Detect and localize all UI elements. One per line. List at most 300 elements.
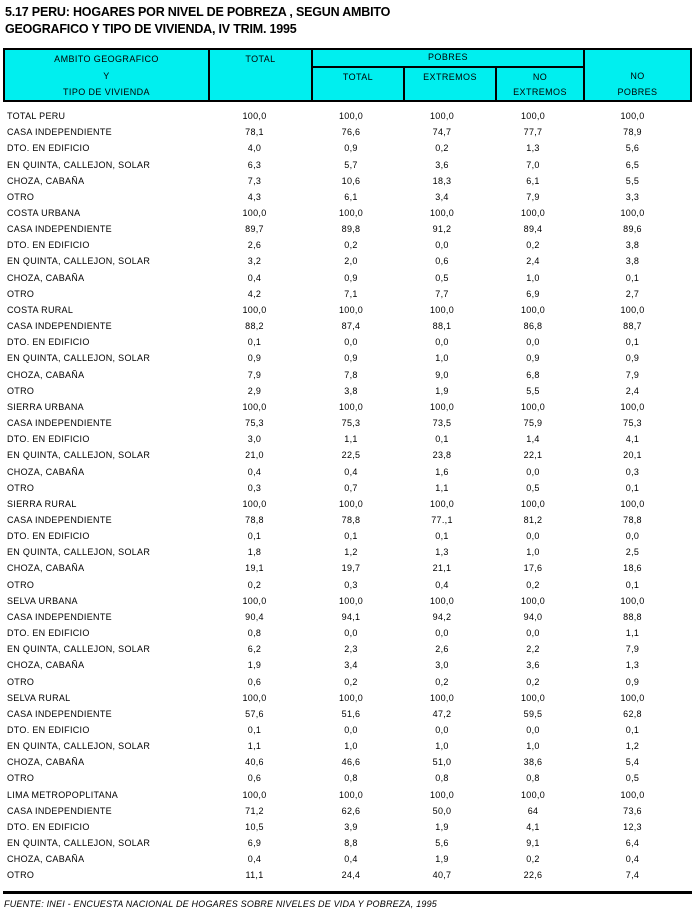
row-label: DTO. EN EDIFICIO: [7, 821, 90, 832]
row-label: OTRO: [7, 482, 35, 493]
row-value: 100,0: [520, 304, 546, 315]
row-value: 1,1: [247, 741, 262, 752]
table-row: [3, 770, 692, 786]
page-title-line2: GEOGRAFICO Y TIPO DE VIVIENDA, IV TRIM. 1995: [5, 22, 297, 36]
row-value: 0,3: [247, 482, 262, 493]
row-value: 0,0: [526, 337, 540, 348]
row-value: 51,0: [432, 757, 452, 768]
row-value: 89,6: [623, 224, 642, 235]
row-value: 7,3: [247, 175, 262, 186]
row-label: DTO. EN EDIFICIO: [7, 628, 90, 639]
row-value: 3,6: [435, 159, 449, 170]
row-value: 0,1: [247, 337, 262, 348]
header-pobres-no-extremos: NO EXTREMOS: [495, 68, 583, 101]
row-label: EN QUINTA, CALLEJON, SOLAR: [7, 838, 151, 849]
table-row: [3, 673, 692, 689]
row-value: 100,0: [620, 208, 645, 219]
row-value: 8,8: [344, 838, 358, 849]
row-label: COSTA URBANA: [7, 208, 81, 219]
row-value: 100,0: [429, 111, 455, 122]
row-value: 88,2: [245, 321, 264, 332]
row-value: 94,0: [523, 611, 543, 622]
row-value: 75,3: [341, 418, 361, 429]
row-value: 21,1: [432, 563, 452, 574]
row-value: 81,2: [523, 514, 543, 525]
header-pobres-group: [313, 50, 585, 101]
table-row: [3, 415, 692, 431]
row-value: 0,1: [625, 482, 640, 493]
row-value: 100,0: [429, 498, 455, 509]
page-title: [5, 4, 390, 38]
row-value: 62,6: [341, 805, 361, 816]
row-value: 64: [527, 805, 539, 816]
row-value: 100,0: [620, 692, 645, 703]
row-value: 88,1: [432, 321, 452, 332]
row-value: 5,4: [625, 757, 640, 768]
row-value: 20,1: [623, 450, 642, 461]
row-label: SELVA URBANA: [7, 595, 78, 606]
row-value: 1,2: [625, 741, 640, 752]
row-label: CHOZA, CABAÑA: [7, 175, 85, 186]
row-value: 0,0: [435, 337, 449, 348]
table-row: [3, 803, 692, 819]
row-value: 0,8: [435, 773, 449, 784]
row-label: CHOZA, CABAÑA: [7, 563, 85, 574]
row-label: OTRO: [7, 288, 35, 299]
row-value: 0,8: [344, 773, 358, 784]
row-value: 0,0: [435, 725, 449, 736]
header-no-pobres: NO POBRES: [617, 70, 658, 98]
row-label: DTO. EN EDIFICIO: [7, 240, 90, 251]
row-label: OTRO: [7, 676, 35, 687]
row-value: 0,1: [435, 531, 449, 542]
row-value: 7,7: [435, 288, 449, 299]
row-value: 100,0: [338, 595, 364, 606]
table-row: [3, 819, 692, 835]
row-value: 90,4: [245, 611, 264, 622]
row-value: 0,4: [247, 272, 262, 283]
row-value: 0,6: [247, 676, 262, 687]
row-label: SELVA RURAL: [7, 692, 71, 703]
row-value: 1,0: [526, 272, 540, 283]
row-value: 100,0: [338, 111, 364, 122]
row-value: 40,6: [245, 757, 264, 768]
row-value: 94,1: [341, 611, 361, 622]
row-value: 100,0: [520, 208, 546, 219]
row-value: 77,7: [523, 127, 543, 138]
header-pobres-total: TOTAL: [342, 71, 374, 82]
row-value: 73,6: [623, 805, 642, 816]
row-value: 100,0: [242, 304, 267, 315]
row-value: 0,8: [247, 628, 262, 639]
row-value: 100,0: [242, 692, 267, 703]
row-value: 2,6: [247, 240, 262, 251]
row-value: 0,6: [435, 256, 449, 267]
row-label: EN QUINTA, CALLEJON, SOLAR: [7, 741, 151, 752]
row-value: 3,9: [344, 821, 358, 832]
row-value: 100,0: [620, 111, 645, 122]
row-value: 6,4: [625, 838, 640, 849]
row-value: 100,0: [338, 304, 364, 315]
row-label: CHOZA, CABAÑA: [7, 854, 85, 865]
row-value: 57,6: [245, 708, 264, 719]
row-value: 0,1: [625, 272, 640, 283]
row-label: CHOZA, CABAÑA: [7, 272, 85, 283]
table-row: [3, 528, 692, 544]
row-value: 100,0: [338, 789, 364, 800]
row-value: 9,0: [435, 369, 449, 380]
table-row: [3, 787, 692, 803]
row-value: 77.,1: [431, 514, 453, 525]
row-value: 3,4: [344, 660, 358, 671]
row-value: 1,9: [435, 821, 449, 832]
row-value: 0,7: [344, 482, 358, 493]
row-value: 4,2: [247, 288, 262, 299]
row-value: 2,7: [625, 288, 640, 299]
row-value: 0,1: [344, 531, 358, 542]
table-row: [3, 286, 692, 302]
row-value: 100,0: [620, 498, 645, 509]
row-value: 50,0: [432, 805, 452, 816]
row-value: 0,2: [435, 143, 449, 154]
row-value: 2,2: [526, 644, 540, 655]
row-value: 2,0: [344, 256, 358, 267]
row-value: 100,0: [429, 692, 455, 703]
row-value: 100,0: [620, 401, 645, 412]
row-label: SIERRA RURAL: [7, 498, 77, 509]
row-value: 9,1: [526, 838, 540, 849]
row-value: 0,4: [435, 579, 449, 590]
table-row: [3, 609, 692, 625]
row-value: 100,0: [338, 498, 364, 509]
row-value: 100,0: [242, 401, 267, 412]
row-value: 22,6: [523, 870, 543, 881]
table-bottom-rule: [3, 891, 692, 894]
row-label: CASA INDEPENDIENTE: [7, 514, 112, 525]
row-value: 3,8: [625, 256, 640, 267]
row-value: 87,4: [341, 321, 361, 332]
row-value: 76,6: [341, 127, 361, 138]
table-row: [3, 851, 692, 867]
row-value: 0,2: [247, 579, 262, 590]
row-label: EN QUINTA, CALLEJON, SOLAR: [7, 159, 151, 170]
row-value: 6,1: [526, 175, 540, 186]
row-value: 22,5: [341, 450, 361, 461]
row-value: 0,2: [344, 676, 358, 687]
row-value: 5,5: [625, 175, 640, 186]
row-value: 91,2: [432, 224, 452, 235]
row-value: 100,0: [242, 208, 267, 219]
row-value: 3,8: [344, 385, 358, 396]
row-value: 2,9: [247, 385, 262, 396]
row-label: OTRO: [7, 385, 35, 396]
header-pobres: POBRES: [313, 50, 583, 68]
row-value: 100,0: [520, 692, 546, 703]
row-value: 100,0: [242, 498, 267, 509]
row-value: 6,2: [247, 644, 262, 655]
row-value: 0,2: [526, 676, 540, 687]
table-row: [3, 189, 692, 205]
table-row: [3, 738, 692, 754]
row-label: LIMA METROPOPLITANA: [7, 789, 119, 800]
row-value: 100,0: [242, 789, 267, 800]
row-value: 2,6: [435, 644, 449, 655]
row-label: CASA INDEPENDIENTE: [7, 805, 112, 816]
row-value: 0,6: [247, 773, 262, 784]
table-row: [3, 560, 692, 576]
row-value: 1,0: [435, 353, 449, 364]
row-value: 1,9: [435, 385, 449, 396]
row-value: 0,0: [435, 240, 449, 251]
row-value: 100,0: [338, 401, 364, 412]
row-value: 24,4: [341, 870, 361, 881]
row-value: 3,4: [435, 191, 449, 202]
row-label: OTRO: [7, 191, 35, 202]
row-value: 10,5: [245, 821, 264, 832]
row-label: OTRO: [7, 870, 35, 881]
row-value: 0,0: [344, 725, 358, 736]
row-value: 0,4: [625, 854, 640, 865]
row-value: 0,3: [625, 466, 640, 477]
row-value: 0,0: [526, 628, 540, 639]
row-value: 21,0: [245, 450, 264, 461]
row-value: 1,9: [435, 854, 449, 865]
row-label: CASA INDEPENDIENTE: [7, 418, 112, 429]
table-row: [3, 431, 692, 447]
row-value: 4,3: [247, 191, 262, 202]
table-row: [3, 350, 692, 366]
row-label: EN QUINTA, CALLEJON, SOLAR: [7, 450, 151, 461]
row-label: OTRO: [7, 579, 35, 590]
row-value: 0,4: [344, 466, 358, 477]
row-value: 78,1: [245, 127, 264, 138]
table-row: [3, 722, 692, 738]
row-value: 19,1: [245, 563, 264, 574]
row-value: 89,4: [523, 224, 543, 235]
row-value: 0,0: [435, 628, 449, 639]
row-value: 1,3: [435, 547, 449, 558]
row-label: DTO. EN EDIFICIO: [7, 337, 90, 348]
row-value: 6,9: [247, 838, 262, 849]
row-value: 1,0: [526, 547, 540, 558]
row-value: 94,2: [432, 611, 452, 622]
row-value: 46,6: [341, 757, 361, 768]
row-value: 100,0: [242, 595, 267, 606]
table-row: [3, 334, 692, 350]
row-value: 0,4: [247, 466, 262, 477]
row-value: 0,5: [625, 773, 640, 784]
row-value: 0,2: [526, 854, 540, 865]
row-value: 0,9: [344, 272, 358, 283]
row-label: COSTA RURAL: [7, 304, 74, 315]
table-row: [3, 754, 692, 770]
row-value: 0,1: [625, 579, 640, 590]
row-value: 1,0: [526, 741, 540, 752]
row-value: 0,2: [526, 240, 540, 251]
row-value: 7,4: [625, 870, 640, 881]
row-label: CASA INDEPENDIENTE: [7, 321, 112, 332]
row-value: 89,8: [341, 224, 361, 235]
header-pobres-subcolumns: [313, 68, 583, 101]
row-value: 0,9: [247, 353, 262, 364]
row-value: 0,9: [344, 353, 358, 364]
row-value: 1,6: [435, 466, 449, 477]
row-value: 3,0: [435, 660, 449, 671]
table-row: [3, 641, 692, 657]
row-value: 0,9: [625, 353, 640, 364]
row-value: 3,0: [247, 434, 262, 445]
table-row: [3, 496, 692, 512]
row-value: 18,3: [432, 175, 452, 186]
table-row: [3, 835, 692, 851]
row-value: 0,2: [344, 240, 358, 251]
row-value: 0,5: [526, 482, 540, 493]
row-value: 1,0: [435, 741, 449, 752]
row-value: 47,2: [432, 708, 452, 719]
row-label: DTO. EN EDIFICIO: [7, 143, 90, 154]
source-note: FUENTE: INEI - ENCUESTA NACIONAL DE HOGARES SOBRE NIVELES DE VIDA Y POBREZA, 1995: [4, 899, 437, 909]
row-value: 0,0: [344, 337, 358, 348]
row-value: 0,4: [344, 854, 358, 865]
table-row: [3, 447, 692, 463]
row-value: 0,5: [435, 272, 449, 283]
row-value: 6,8: [526, 369, 540, 380]
row-value: 0,2: [435, 676, 449, 687]
row-value: 89,7: [245, 224, 264, 235]
row-value: 100,0: [429, 595, 455, 606]
row-value: 100,0: [520, 401, 546, 412]
row-value: 59,5: [523, 708, 543, 719]
row-value: 0,1: [247, 725, 262, 736]
row-value: 86,8: [523, 321, 543, 332]
row-value: 78,8: [623, 514, 642, 525]
row-label: EN QUINTA, CALLEJON, SOLAR: [7, 353, 151, 364]
row-label: DTO. EN EDIFICIO: [7, 725, 90, 736]
row-value: 4,0: [247, 143, 262, 154]
row-value: 1,3: [625, 660, 640, 671]
row-label: OTRO: [7, 773, 35, 784]
table-row: [3, 302, 692, 318]
row-label: DTO. EN EDIFICIO: [7, 531, 90, 542]
row-value: 7,9: [526, 191, 540, 202]
table-row: [3, 512, 692, 528]
row-value: 6,9: [526, 288, 540, 299]
row-label: CHOZA, CABAÑA: [7, 466, 85, 477]
row-value: 2,4: [625, 385, 640, 396]
row-label: EN QUINTA, CALLEJON, SOLAR: [7, 547, 151, 558]
row-value: 100,0: [520, 789, 546, 800]
row-value: 0,4: [247, 854, 262, 865]
row-value: 6,1: [344, 191, 358, 202]
row-value: 0,2: [526, 579, 540, 590]
row-value: 100,0: [429, 304, 455, 315]
row-value: 100,0: [429, 789, 455, 800]
table-row: [3, 706, 692, 722]
row-value: 73,5: [432, 418, 452, 429]
row-value: 7,8: [344, 369, 358, 380]
row-value: 7,1: [344, 288, 358, 299]
row-value: 0,9: [625, 676, 640, 687]
row-value: 0,0: [526, 531, 540, 542]
row-value: 75,3: [623, 418, 642, 429]
row-value: 6,5: [625, 159, 640, 170]
row-value: 0,1: [247, 531, 262, 542]
row-value: 100,0: [429, 401, 455, 412]
row-value: 1,1: [625, 628, 640, 639]
table-row: [3, 237, 692, 253]
row-value: 12,3: [623, 821, 642, 832]
row-label: CHOZA, CABAÑA: [7, 757, 85, 768]
row-value: 100,0: [520, 498, 546, 509]
row-value: 23,8: [432, 450, 452, 461]
table-row: [3, 577, 692, 593]
row-value: 2,5: [625, 547, 640, 558]
row-label: SIERRA URBANA: [7, 401, 84, 412]
row-value: 2,3: [344, 644, 358, 655]
row-value: 100,0: [620, 595, 645, 606]
row-value: 51,6: [341, 708, 361, 719]
table-row: [3, 867, 692, 883]
table-row: [3, 124, 692, 140]
table-row: [3, 593, 692, 609]
row-value: 0,0: [625, 531, 640, 542]
row-label: CASA INDEPENDIENTE: [7, 708, 112, 719]
row-value: 11,1: [245, 870, 264, 881]
row-value: 1,4: [526, 434, 540, 445]
table-row: [3, 383, 692, 399]
table-row: [3, 399, 692, 415]
row-value: 74,7: [432, 127, 452, 138]
table-row: [3, 156, 692, 172]
row-value: 1,3: [526, 143, 540, 154]
row-value: 3,3: [625, 191, 640, 202]
row-value: 100,0: [429, 208, 455, 219]
row-value: 5,5: [526, 385, 540, 396]
row-value: 4,1: [625, 434, 640, 445]
row-value: 1,0: [344, 741, 358, 752]
header-pobres-extremos: EXTREMOS: [403, 68, 495, 101]
table-row: [3, 690, 692, 706]
row-value: 7,9: [625, 369, 640, 380]
row-value: 18,6: [623, 563, 642, 574]
header-ambito-geografico: AMBITO GEOGRAFICO Y TIPO DE VIVIENDA: [5, 50, 210, 101]
row-value: 3,6: [526, 660, 540, 671]
table-row: [3, 480, 692, 496]
row-value: 2,4: [526, 256, 540, 267]
row-value: 88,7: [623, 321, 642, 332]
table-header: [3, 48, 692, 102]
row-value: 100,0: [338, 208, 364, 219]
row-value: 1,1: [435, 482, 449, 493]
table-row: [3, 625, 692, 641]
table-row: [3, 318, 692, 334]
table-row: [3, 108, 692, 124]
row-label: CHOZA, CABAÑA: [7, 660, 85, 671]
row-value: 5,7: [344, 159, 358, 170]
row-value: 0,9: [526, 353, 540, 364]
table-row: [3, 205, 692, 221]
row-value: 22,1: [523, 450, 543, 461]
row-value: 100,0: [242, 111, 267, 122]
row-value: 5,6: [435, 838, 449, 849]
row-value: 19,7: [341, 563, 361, 574]
row-value: 100,0: [520, 595, 546, 606]
row-value: 7,9: [247, 369, 262, 380]
table-row: [3, 657, 692, 673]
table-row: [3, 463, 692, 479]
row-value: 75,3: [245, 418, 264, 429]
table-row: [3, 253, 692, 269]
